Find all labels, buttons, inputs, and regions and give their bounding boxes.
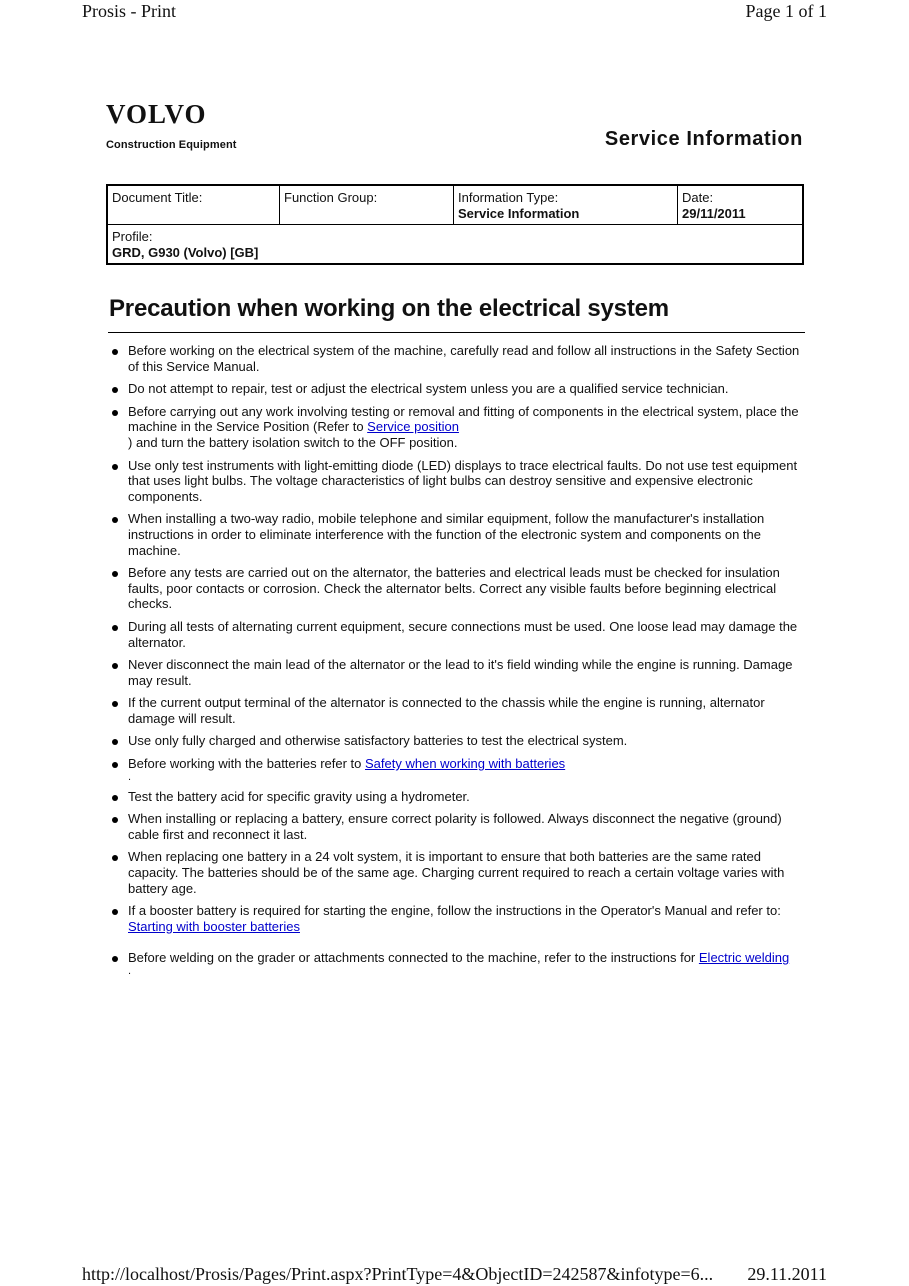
list-item	[108, 657, 805, 688]
list-item-text: .	[128, 770, 132, 783]
list-item-text: Use only test instruments with light-emitting diode (LED) displays to trace electrical faults. Do not use test equipment that uses light bulbs. The voltage characteristics of light bulbs can destroy sensitive and expensive electronic components.	[128, 457, 798, 504]
list-item	[108, 458, 805, 505]
list-item-text: Before any tests are carried out on the alternator, the batteries and electrical leads must be checked for insulation faults, poor contacts or corrosion. Check the alternator belts. Correct any visible faults before beginning electrical checks.	[128, 565, 780, 612]
list-item-text: ) and turn the battery isolation switch to the OFF position.	[128, 434, 458, 450]
list-item-text: During all tests of alternating current equipment, secure connections must be used. One loose lead may damage the alternator.	[128, 618, 798, 650]
list-item-text: Before carrying out any work involving testing or removal and fitting of components in the electrical system, place the machine in the Service Position (Refer to	[128, 403, 799, 435]
brand-name: VOLVO	[106, 99, 207, 129]
document-title-cell	[107, 185, 280, 225]
list-item	[108, 849, 805, 896]
print-header-page: Page 1 of 1	[745, 1, 827, 21]
information-type-cell	[454, 185, 678, 225]
list-item	[108, 695, 805, 726]
electric-welding-link[interactable]: Electric welding	[698, 950, 790, 966]
list-item-text: When installing a two-way radio, mobile telephone and similar equipment, follow the manufacturer's installation instructions in order to eliminate interference with the function of the electronic system and components on the machine.	[128, 511, 765, 558]
list-item	[108, 404, 805, 451]
print-footer-url: http://localhost/Prosis/Pages/Print.aspx?PrintType=4&ObjectID=242587&infotype=6...	[82, 1264, 714, 1284]
print-footer-date: 29.11.2011	[747, 1264, 827, 1284]
brand-subtitle: Construction Equipment	[106, 139, 237, 151]
function-group-label: Function Group:	[284, 190, 378, 205]
list-item	[108, 343, 805, 374]
volvo-logo	[106, 100, 237, 151]
list-item-text: Before working with the batteries refer to	[128, 756, 366, 772]
service-position-link[interactable]: Service position	[367, 419, 459, 435]
document-title-label: Document Title:	[112, 190, 203, 205]
list-item	[108, 811, 805, 842]
print-header-title: Prosis - Print	[82, 1, 177, 21]
list-item	[108, 511, 805, 558]
profile-label: Profile:	[112, 229, 153, 244]
list-item-text: Test the battery acid for specific gravity using a hydrometer.	[128, 788, 470, 804]
list-item-text: If the current output terminal of the alternator is connected to the chassis while the engine is running, alternator damage will result.	[128, 695, 765, 726]
profile-value: GRD, G930 (Volvo) [GB]	[112, 245, 259, 260]
date-cell	[678, 185, 804, 225]
list-item	[108, 950, 805, 976]
profile-cell	[107, 225, 803, 265]
booster-batteries-link[interactable]: Starting with booster batteries	[128, 918, 300, 934]
battery-safety-link[interactable]: Safety when working with batteries	[365, 756, 566, 772]
date-label: Date:	[682, 190, 714, 205]
list-item	[108, 565, 805, 612]
list-item-text: When installing or replacing a battery, ensure correct polarity is followed. Always disconnect the negative (ground) cable first and reconnect it last.	[128, 811, 782, 842]
list-item	[108, 789, 805, 805]
date-value: 29/11/2011	[682, 206, 746, 221]
list-item	[108, 756, 805, 782]
list-item-text: If a booster battery is required for starting the engine, follow the instructions in the Operator's Manual and refer to:	[128, 903, 781, 919]
list-item	[108, 733, 805, 749]
precaution-list	[108, 343, 805, 983]
list-item-text: When replacing one battery in a 24 volt system, it is important to ensure that both batteries are the same rated capacity. The batteries should be of the same age. Charging current required to reach a certain voltage varies with battery age.	[128, 849, 785, 896]
list-item-text: Never disconnect the main lead of the alternator or the lead to it's field winding while the engine is running. Damage may result.	[128, 657, 793, 688]
information-type-label: Information Type:	[458, 190, 559, 205]
list-item	[108, 619, 805, 650]
title-divider	[108, 332, 805, 333]
information-type-value: Service Information	[458, 206, 580, 221]
list-item-text: Before welding on the grader or attachments connected to the machine, refer to the instructions for	[128, 950, 699, 966]
list-item-text: Do not attempt to repair, test or adjust the electrical system unless you are a qualified service technician.	[128, 381, 729, 397]
function-group-cell	[280, 185, 454, 225]
list-item	[108, 903, 805, 934]
list-item	[108, 381, 805, 397]
list-item-text: .	[128, 965, 132, 977]
list-item-text: Use only fully charged and otherwise satisfactory batteries to test the electrical system.	[128, 733, 628, 749]
document-meta-table	[106, 184, 804, 265]
header-label: Service Information	[604, 128, 803, 150]
list-item-text: Before working on the electrical system of the machine, carefully read and follow all instructions in the Safety Section of this Service Manual.	[128, 343, 800, 374]
page-title: Precaution when working on the electrical system	[109, 295, 669, 322]
